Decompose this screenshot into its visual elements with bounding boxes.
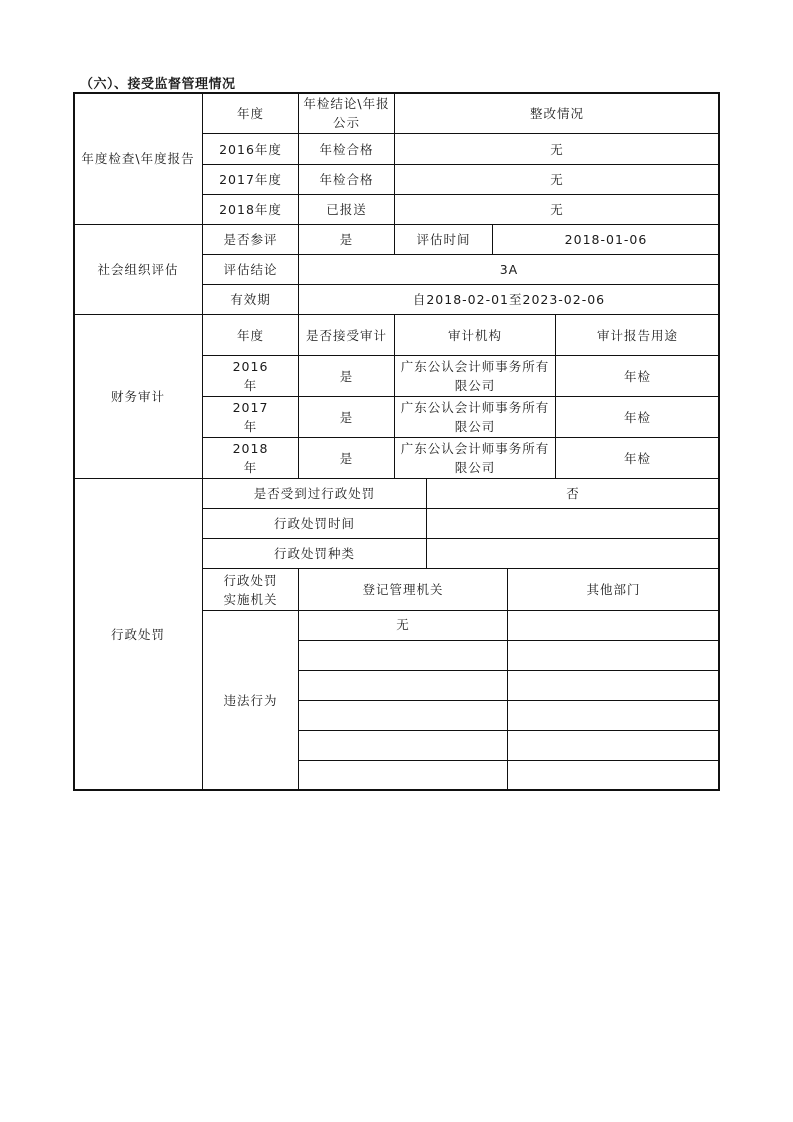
- violation-other-cell: [507, 700, 720, 731]
- violation-registration-cell: [298, 760, 508, 791]
- audit-col-agency: 审计机构: [394, 314, 556, 356]
- col-other-department: 其他部门: [507, 568, 720, 611]
- annual-year-cell: 2018年度: [202, 194, 299, 225]
- annual-rectify-cell: 无: [394, 133, 720, 165]
- audit-accepted-cell: 是: [298, 396, 395, 438]
- audit-col-year: 年度: [202, 314, 299, 356]
- audit-col-purpose: 审计报告用途: [555, 314, 720, 356]
- violation-other-cell: [507, 610, 720, 641]
- violation-other-cell: [507, 760, 720, 791]
- audit-year-cell: 2016年: [202, 355, 299, 397]
- validity-value: 自2018-02-01至2023-02-06: [298, 284, 720, 315]
- violation-other-cell: [507, 730, 720, 761]
- violation-registration-cell: [298, 700, 508, 731]
- penalty-time-value: [426, 508, 720, 539]
- violation-other-cell: [507, 670, 720, 701]
- conclusion-value: 3A: [298, 254, 720, 285]
- violation-other-cell: [507, 640, 720, 671]
- penalty-received-value: 否: [426, 478, 720, 509]
- violation-registration-cell: [298, 670, 508, 701]
- col-registration-authority: 登记管理机关: [298, 568, 508, 611]
- audit-purpose-cell: 年检: [555, 355, 720, 397]
- penalty-time-label: 行政处罚时间: [202, 508, 427, 539]
- audit-purpose-cell: 年检: [555, 396, 720, 438]
- annual-section-label: 年度检查\年度报告: [73, 92, 203, 225]
- violation-registration-cell: 无: [298, 610, 508, 641]
- annual-rectify-cell: 无: [394, 194, 720, 225]
- validity-label: 有效期: [202, 284, 299, 315]
- annual-rectify-cell: 无: [394, 164, 720, 195]
- audit-col-accepted: 是否接受审计: [298, 314, 395, 356]
- violation-label: 违法行为: [202, 610, 299, 791]
- audit-accepted-cell: 是: [298, 437, 395, 479]
- audit-agency-cell: 广东公认会计师事务所有限公司: [394, 437, 556, 479]
- audit-year-cell: 2017年: [202, 396, 299, 438]
- violation-registration-cell: [298, 730, 508, 761]
- audit-section-label: 财务审计: [73, 314, 203, 479]
- annual-year-cell: 2017年度: [202, 164, 299, 195]
- conclusion-label: 评估结论: [202, 254, 299, 285]
- violation-registration-cell: [298, 640, 508, 671]
- participate-value: 是: [298, 224, 395, 255]
- audit-accepted-cell: 是: [298, 355, 395, 397]
- evaluation-time-value: 2018-01-06: [492, 224, 720, 255]
- participate-label: 是否参评: [202, 224, 299, 255]
- penalty-authority-label: 行政处罚实施机关: [202, 568, 299, 611]
- penalty-type-label: 行政处罚种类: [202, 538, 427, 569]
- penalty-received-label: 是否受到过行政处罚: [202, 478, 427, 509]
- annual-result-cell: 已报送: [298, 194, 395, 225]
- evaluation-section-label: 社会组织评估: [73, 224, 203, 315]
- evaluation-time-label: 评估时间: [394, 224, 493, 255]
- annual-col-rectify: 整改情况: [394, 92, 720, 134]
- audit-purpose-cell: 年检: [555, 437, 720, 479]
- section-heading: （六）、接受监督管理情况: [80, 77, 236, 92]
- annual-col-year: 年度: [202, 92, 299, 134]
- annual-year-cell: 2016年度: [202, 133, 299, 165]
- annual-result-cell: 年检合格: [298, 133, 395, 165]
- audit-agency-cell: 广东公认会计师事务所有限公司: [394, 355, 556, 397]
- penalty-type-value: [426, 538, 720, 569]
- audit-agency-cell: 广东公认会计师事务所有限公司: [394, 396, 556, 438]
- penalty-section-label: 行政处罚: [73, 478, 203, 791]
- annual-col-result: 年检结论\年报公示: [298, 92, 395, 134]
- audit-year-cell: 2018年: [202, 437, 299, 479]
- annual-result-cell: 年检合格: [298, 164, 395, 195]
